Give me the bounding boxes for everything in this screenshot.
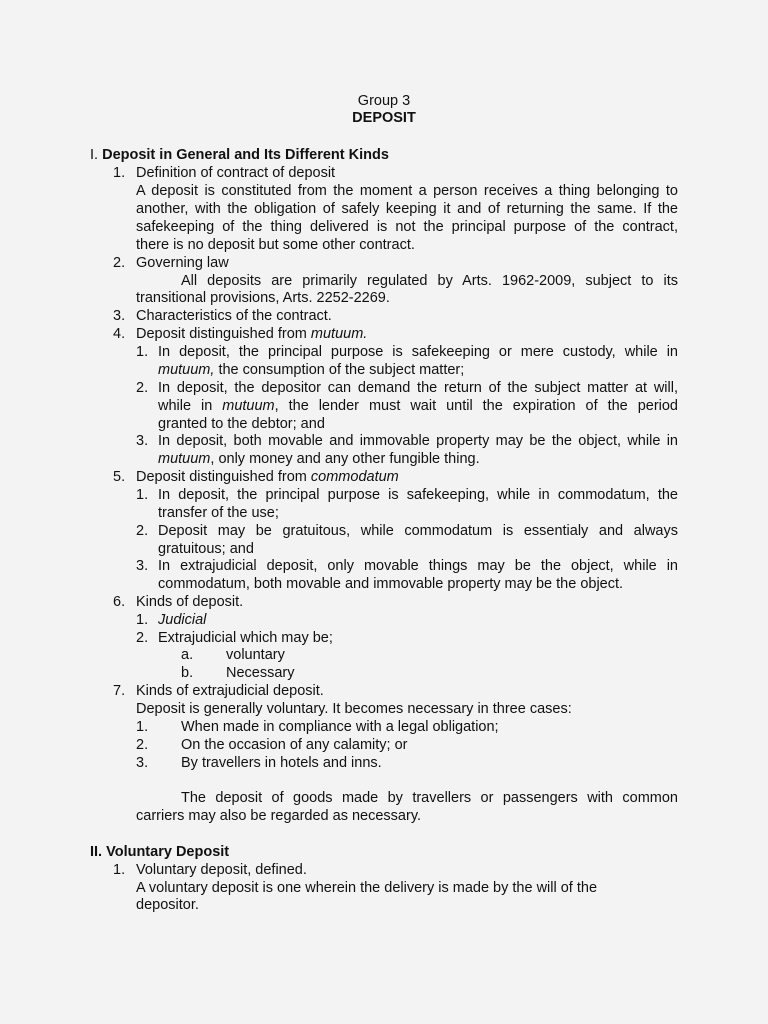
case-text: By travellers in hotels and inns. (181, 755, 382, 771)
item6-title: Kinds of deposit. (136, 594, 244, 610)
item5-sub3-number: 3. (136, 558, 149, 574)
item6-sub1-text: Judicial (158, 612, 207, 628)
item1-number: 1. (113, 165, 126, 181)
item6-number: 6. (113, 594, 126, 610)
section1-heading: I. Deposit in General and Its Different Kinds (90, 147, 389, 163)
item7-number: 7. (113, 683, 126, 699)
document-title: DEPOSIT (352, 110, 416, 126)
item5-sub1-line: transfer of the use; (158, 505, 279, 521)
item4-sub3-line: In deposit, both movable and immovable property may be the object, while in (158, 433, 678, 449)
item1-line: safekeeping of the thing delivered is not the principal purpose of the contract, (136, 219, 678, 235)
item6-b-text: Necessary (226, 665, 295, 681)
section2-item1-line: A voluntary deposit is one wherein the delivery is made by the will of the (136, 880, 598, 896)
item5-sub3-line: In extrajudicial deposit, only movable things may be the object, while in (158, 558, 678, 574)
item4-sub2-line: In deposit, the depositor can demand the return of the subject matter at will, (158, 380, 678, 396)
item4-sub1-line: In deposit, the principal purpose is safekeeping or mere custody, while in (158, 344, 678, 360)
section2-item1-title: Voluntary deposit, defined. (136, 862, 307, 878)
item4-sub2-number: 2. (136, 380, 149, 396)
item5-sub2-number: 2. (136, 523, 149, 539)
item7-paragraph-line: The deposit of goods made by travellers or passengers with common (181, 790, 678, 806)
item6-sub2-text: Extrajudicial which may be; (158, 630, 333, 646)
item5-number: 5. (113, 469, 126, 485)
item5-sub2-line: Deposit may be gratuitous, while commodatum is essentialy and always (158, 523, 678, 539)
section2-heading: II. Voluntary Deposit (90, 844, 230, 860)
item5-sub1-number: 1. (136, 487, 149, 503)
item1-title: Definition of contract of deposit (136, 165, 336, 181)
item6-a-text: voluntary (226, 647, 285, 663)
item4-sub1-line: mutuum, the consumption of the subject matter; (158, 362, 465, 378)
item6-a-letter: a. (181, 647, 194, 663)
case-text: On the occasion of any calamity; or (181, 737, 408, 753)
item4-title: Deposit distinguished from mutuum. (136, 326, 368, 342)
section2-item1-line: depositor. (136, 897, 199, 913)
item7-title: Kinds of extrajudicial deposit. (136, 683, 324, 699)
item1-line: there is no deposit but some other contract. (136, 237, 415, 253)
item4-sub1-number: 1. (136, 344, 149, 360)
item5-sub2-line: gratuitous; and (158, 541, 254, 557)
item2-line: transitional provisions, Arts. 2252-2269. (136, 290, 390, 306)
item4-sub2-line: granted to the debtor; and (158, 416, 325, 432)
item5-sub3-line: commodatum, both movable and immovable property may be the object. (158, 576, 624, 592)
item7-intro: Deposit is generally voluntary. It becomes necessary in three cases: (136, 701, 572, 717)
item4-sub3-line: mutuum, only money and any other fungible thing. (158, 451, 480, 467)
item3-number: 3. (113, 308, 126, 324)
item2-line: All deposits are primarily regulated by Arts. 1962-2009, subject to its (181, 273, 678, 289)
item1-line: another, with the obligation of safely keeping it and of returning the same. If the (136, 201, 678, 217)
item3-title: Characteristics of the contract. (136, 308, 332, 324)
item6-sub1-number: 1. (136, 612, 149, 628)
item4-sub2-line: while in mutuum, the lender must wait until the expiration of the period (158, 398, 679, 414)
item5-sub1-line: In deposit, the principal purpose is safekeeping, while in commodatum, the (158, 487, 678, 503)
group-label: Group 3 (357, 93, 411, 109)
item6-sub2-number: 2. (136, 630, 149, 646)
case-number: 3. (136, 755, 149, 771)
item4-sub3-number: 3. (136, 433, 149, 449)
case-number: 1. (136, 719, 149, 735)
item2-number: 2. (113, 255, 126, 271)
item4-number: 4. (113, 326, 126, 342)
item7-paragraph-line: carriers may also be regarded as necessary. (136, 808, 422, 824)
item2-title: Governing law (136, 255, 229, 271)
item5-title: Deposit distinguished from commodatum (136, 469, 399, 485)
item1-line: A deposit is constituted from the moment a person receives a thing belonging to (136, 183, 678, 199)
case-text: When made in compliance with a legal obligation; (181, 719, 499, 735)
section2-item1-number: 1. (113, 862, 126, 878)
case-number: 2. (136, 737, 149, 753)
item6-b-letter: b. (181, 665, 194, 681)
